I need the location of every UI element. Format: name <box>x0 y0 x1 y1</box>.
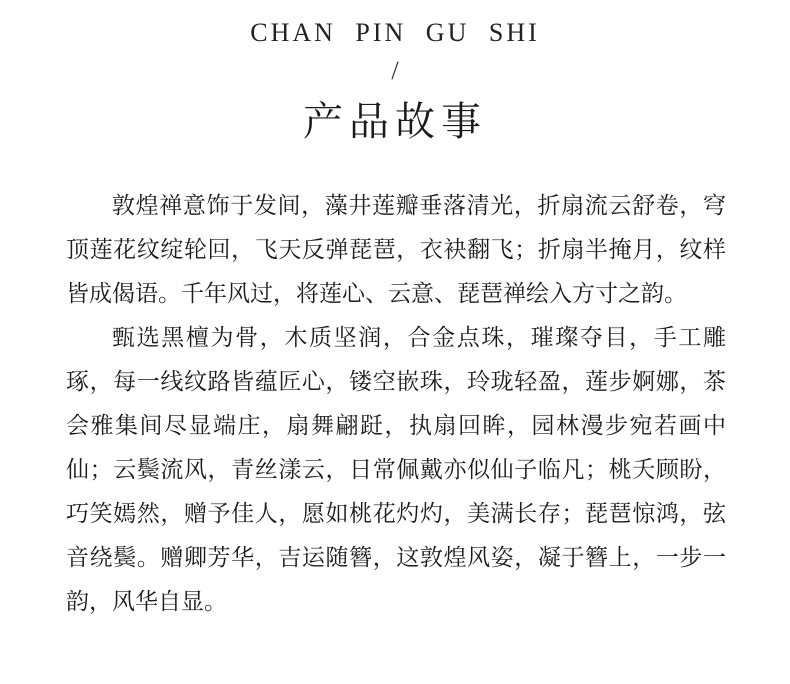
section-subtitle-pinyin: CHAN PIN GU SHI <box>250 18 540 47</box>
story-paragraph: 甄选黑檀为骨，木质坚润，合金点珠，璀璨夺目，手工雕琢，每一线纹路皆蕴匠心，镂空嵌珠，玲珑轻盈，莲步婀娜，茶会雅集间尽显端庄，扇舞翩跹，执扇回眸，园林漫步宛若画中仙；云鬓流风，青丝漾云，日常佩戴亦似仙子临凡；桃夭顾盼，巧笑嫣然，赠予佳人，愿如桃花灼灼，美满长存；琵琶惊鸿，弦音绕鬓。赠卿芳华，吉运随簪，这敦煌风姿，凝于簪上，一步一韵，风华自显。 <box>66 325 726 615</box>
story-paragraph: 敦煌禅意饰于发间，藻井莲瓣垂落清光，折扇流云舒卷，穹顶莲花纹绽轮回，飞天反弹琵琶，衣袂翻飞；折扇半掩月，纹样皆成偈语。千年风过，将莲心、云意、琵琶禅绘入方寸之韵。 <box>66 193 726 307</box>
story-text <box>66 184 726 624</box>
title-separator: / <box>391 56 399 85</box>
section-title: 产品故事 <box>303 99 487 145</box>
